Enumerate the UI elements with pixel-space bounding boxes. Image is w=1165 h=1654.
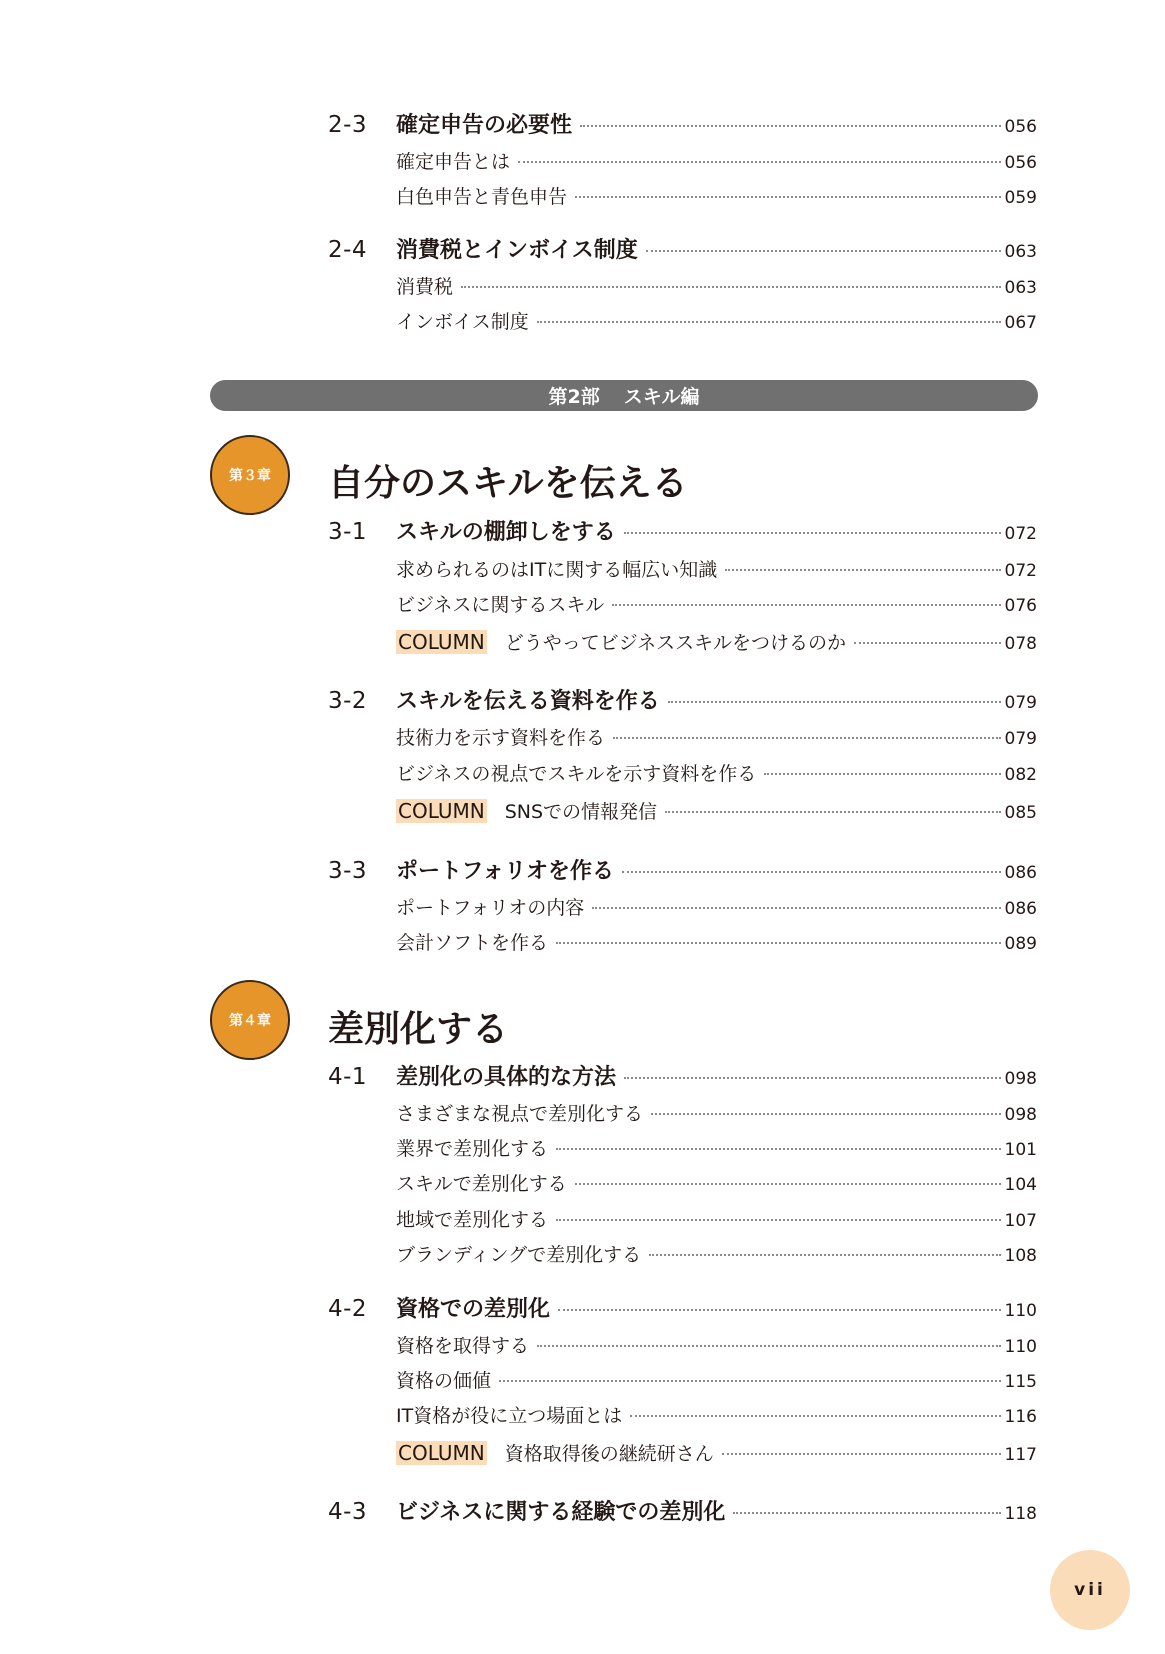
page-number: 117: [1004, 1445, 1037, 1465]
page-number: 067: [1004, 313, 1037, 333]
toc-section-2-3[interactable]: [328, 108, 1037, 139]
dot-leader: [630, 1415, 1000, 1417]
dot-leader: [518, 161, 1001, 163]
toc-section-3-2[interactable]: [328, 684, 1037, 715]
toc-item[interactable]: [396, 1169, 1037, 1196]
dot-leader: [556, 1148, 1001, 1150]
dot-leader: [646, 250, 1001, 252]
dot-leader: [649, 1254, 1000, 1256]
dot-leader: [725, 569, 1000, 571]
page-number: 076: [1004, 596, 1037, 616]
part-title: スキル編: [623, 386, 700, 408]
item-title: 地域で差別化する: [396, 1209, 549, 1231]
item-title: 技術力を示す資料を作る: [396, 727, 606, 749]
toc-item[interactable]: [396, 590, 1037, 617]
dot-leader: [575, 196, 1001, 198]
dot-leader: [580, 125, 1001, 127]
toc-item[interactable]: [396, 893, 1037, 920]
part-heading-bar: [210, 380, 1038, 411]
dot-leader: [556, 942, 1001, 944]
toc-section-3-1[interactable]: [328, 515, 1037, 546]
toc-item[interactable]: [396, 928, 1037, 955]
item-title: 消費税: [396, 276, 454, 298]
toc-section-4-1[interactable]: [328, 1060, 1037, 1091]
toc-section-4-3[interactable]: [328, 1495, 1037, 1526]
item-title: 白色申告と青色申告: [396, 186, 568, 208]
page-number: 108: [1004, 1246, 1037, 1266]
section-number: 4-1: [328, 1064, 368, 1090]
section-title: スキルを伝える資料を作る: [396, 689, 660, 714]
section-number: 2-3: [328, 112, 368, 138]
page-number: 101: [1004, 1140, 1037, 1160]
page-number: 072: [1004, 561, 1037, 581]
toc-item[interactable]: [396, 1401, 1037, 1428]
page-number: 118: [1004, 1504, 1037, 1524]
item-title: ブランディングで差別化する: [396, 1244, 642, 1266]
dot-leader: [624, 1077, 1001, 1079]
toc-item[interactable]: [396, 1331, 1037, 1358]
dot-leader: [612, 604, 1000, 606]
dot-leader: [575, 1183, 1001, 1185]
page-number: 098: [1004, 1105, 1037, 1125]
part-label: 第2部: [548, 386, 600, 408]
page-number: 056: [1004, 117, 1037, 137]
page-number: 086: [1004, 863, 1037, 883]
item-title: どうやってビジネススキルをつけるのか: [504, 632, 846, 654]
item-title: 資格の価値: [396, 1370, 492, 1392]
toc-section-4-2[interactable]: [328, 1292, 1037, 1323]
item-title: スキルで差別化する: [396, 1173, 567, 1195]
item-title: ポートフォリオの内容: [396, 897, 585, 919]
item-title: IT資格が役に立つ場面とは: [396, 1405, 623, 1427]
page-number: 079: [1004, 729, 1037, 749]
toc-item[interactable]: [396, 1366, 1037, 1393]
dot-leader: [537, 1345, 1001, 1347]
dot-leader: [668, 701, 1001, 703]
item-title: 業界で差別化する: [396, 1138, 549, 1160]
page-number: 110: [1004, 1301, 1037, 1321]
toc-column-item[interactable]: [396, 628, 1037, 655]
dot-leader: [556, 1219, 1001, 1221]
item-title: SNSでの情報発信: [504, 801, 658, 823]
toc-item[interactable]: [396, 1099, 1037, 1126]
item-title: ビジネスに関するスキル: [396, 594, 605, 616]
section-number: 3-3: [328, 858, 368, 884]
section-title: 消費税とインボイス制度: [396, 238, 638, 263]
page-number: 104: [1004, 1175, 1037, 1195]
page-number: 089: [1004, 934, 1037, 954]
section-title: 確定申告の必要性: [396, 113, 573, 138]
section-number: 4-3: [328, 1499, 368, 1525]
toc-item[interactable]: [396, 307, 1037, 334]
page-number: 056: [1004, 153, 1037, 173]
toc-item[interactable]: [396, 723, 1037, 750]
column-tag: COLUMN: [398, 1441, 485, 1465]
dot-leader: [764, 773, 1000, 775]
page-number: 115: [1004, 1372, 1037, 1392]
page-number: 079: [1004, 693, 1037, 713]
item-title: さまざまな視点で差別化する: [396, 1103, 644, 1125]
section-number: 4-2: [328, 1296, 368, 1322]
section-number: 3-2: [328, 688, 368, 714]
page-number: 072: [1004, 524, 1037, 544]
item-title: インボイス制度: [396, 311, 529, 333]
toc-item[interactable]: [396, 1134, 1037, 1161]
section-number: 2-4: [328, 237, 368, 263]
section-title: 資格での差別化: [396, 1297, 551, 1322]
page-number: 098: [1004, 1069, 1037, 1089]
dot-leader: [624, 532, 1001, 534]
page-folio: vii: [1050, 1550, 1130, 1630]
item-title: ビジネスの視点でスキルを示す資料を作る: [396, 763, 757, 785]
toc-column-item[interactable]: [396, 1439, 1037, 1466]
page-number: 110: [1004, 1337, 1037, 1357]
page-number: 078: [1004, 634, 1037, 654]
page-number: 086: [1004, 899, 1037, 919]
chapter-title[interactable]: 差別化する: [328, 1009, 509, 1050]
toc-section-3-3[interactable]: [328, 854, 1037, 885]
dot-leader: [651, 1113, 1001, 1115]
page-number: 107: [1004, 1211, 1037, 1231]
chapter-badge: 第３章: [210, 435, 290, 515]
section-title: ポートフォリオを作る: [396, 859, 615, 884]
dot-leader: [613, 737, 1001, 739]
column-tag: COLUMN: [398, 799, 485, 823]
page-number: 116: [1004, 1407, 1037, 1427]
section-title: スキルの棚卸しをする: [396, 520, 616, 545]
dot-leader: [558, 1309, 1001, 1311]
dot-leader: [461, 286, 1001, 288]
item-title: 資格取得後の継続研さん: [504, 1443, 714, 1465]
toc-item[interactable]: [396, 555, 1037, 582]
section-title: 差別化の具体的な方法: [396, 1065, 617, 1090]
dot-leader: [537, 321, 1001, 323]
item-title: 会計ソフトを作る: [396, 932, 549, 954]
page-number: 085: [1004, 803, 1037, 823]
column-tag: COLUMN: [398, 630, 485, 654]
dot-leader: [854, 642, 1001, 644]
dot-leader: [499, 1380, 1001, 1382]
toc-item[interactable]: [396, 759, 1037, 786]
chapter-title[interactable]: 自分のスキルを伝える: [328, 463, 688, 504]
toc-section-2-4[interactable]: [328, 233, 1037, 264]
toc-item[interactable]: [396, 1240, 1037, 1267]
item-title: 確定申告とは: [396, 151, 511, 173]
page-number: 063: [1004, 278, 1037, 298]
toc-item[interactable]: [396, 182, 1037, 209]
item-title: 資格を取得する: [396, 1335, 530, 1357]
toc-item[interactable]: [396, 1205, 1037, 1232]
toc-item[interactable]: [396, 147, 1037, 174]
dot-leader: [722, 1453, 1001, 1455]
dot-leader: [733, 1512, 1000, 1514]
toc-item[interactable]: [396, 272, 1037, 299]
chapter-badge: 第４章: [210, 980, 290, 1060]
dot-leader: [665, 811, 1000, 813]
section-title: ビジネスに関する経験での差別化: [396, 1500, 726, 1525]
dot-leader: [622, 871, 1001, 873]
section-number: 3-1: [328, 519, 368, 545]
page-number: 059: [1004, 188, 1037, 208]
dot-leader: [592, 907, 1000, 909]
item-title: 求められるのはITに関する幅広い知識: [396, 559, 718, 581]
toc-column-item[interactable]: [396, 797, 1037, 824]
page-number: 063: [1004, 242, 1037, 262]
page-number: 082: [1004, 765, 1037, 785]
